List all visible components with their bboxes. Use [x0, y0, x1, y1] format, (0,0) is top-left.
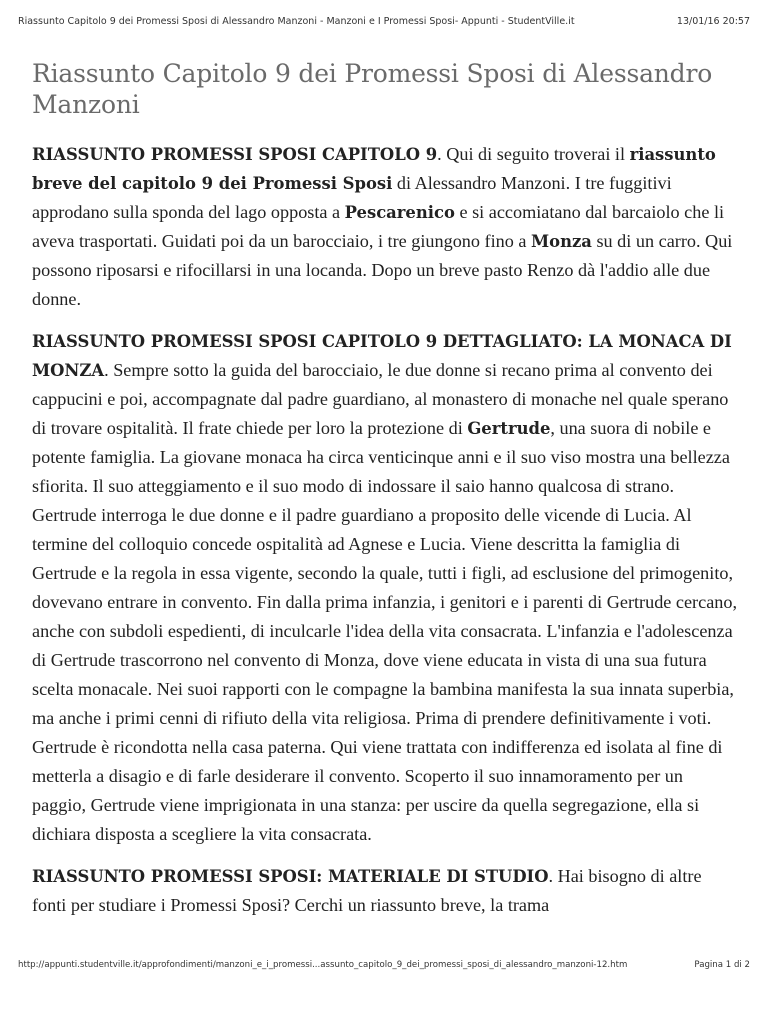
bold-term: Gertrude: [467, 419, 551, 438]
print-footer: [18, 960, 750, 970]
paragraph-text: . Hai bisogno di altre fonti per studiare i Promessi Sposi? Cerchi un riassunto breve, la trama: [32, 866, 702, 915]
print-url: http://appunti.studentville.it/approfondimenti/manzoni_e_i_promessi...assunto_capitolo_9_dei_promessi_sposi_di_alessandro_manzoni-12.htm: [18, 960, 628, 970]
print-header: [18, 16, 750, 27]
paragraph-text: e si accomiatano dal barcaiolo che li aveva trasportati. Guidati poi da un barocciaio, i tre giungono fino a: [32, 202, 725, 251]
bold-term: Monza: [531, 232, 592, 251]
bold-term: riassunto breve del capitolo 9 dei Promessi Sposi: [32, 145, 716, 193]
paragraph-text: , una suora di nobile e potente famiglia. La giovane monaca ha circa venticinque anni e il suo viso mostra una bellezza sfiorita. Il suo atteggiamento e il suo modo di indossare il saio hanno qualcosa di strano. Gertrude interroga le due donne e il padre guardiano a proposito delle vicende di Lucia. Al termine del colloquio concede ospitalità ad Agnese e Lucia. Viene descritta la famiglia di Gertrude e la regola in essa vigente, secondo la quale, tutti i figli, ad esclusione del primogenito, dovevano entrare in convento. Fin dalla prima infanzia, i genitori e i parenti di Gertrude cercano, anche con subdoli espedienti, di inculcarle l'idea della vita consacrata. L'infanzia e l'adolescenza di Gertrude trascorrono nel convento di Monza, dove viene educata in vista di una sua futura scelta monacale. Nei suoi rapporti con le compagne la bambina manifesta la sua innata superbia, ma anche i primi cenni di rifiuto della vita religiosa. Prima di prendere definitivamente i voti. Gertrude è ricondotta nella casa paterna. Qui viene trattata con indifferenza ed isolata al fine di metterla a disagio e di farle desiderare il convento. Scoperto il suo innamoramento per un paggio, Gertrude viene imprigionata in una stanza: per uscire da quella segregazione, ella si dichiara disposta a scegliere la vita consacrata.: [32, 418, 737, 844]
paragraph-text: di Alessandro Manzoni. I tre fuggitivi approdano sulla sponda del lago opposta a: [32, 173, 672, 222]
article-title: Riassunto Capitolo 9 dei Promessi Sposi di Alessandro Manzoni: [32, 59, 713, 119]
article-paragraph-3: [32, 862, 740, 920]
article: [32, 58, 740, 933]
bold-heading: RIASSUNTO PROMESSI SPOSI CAPITOLO 9: [32, 145, 438, 164]
article-paragraph-2: [32, 327, 740, 849]
bold-heading: RIASSUNTO PROMESSI SPOSI: MATERIALE DI STUDIO: [32, 867, 549, 886]
paragraph-text: su di un carro. Qui possono riposarsi e rifocillarsi in una locanda. Dopo un breve pasto Renzo dà l'addio alle due donne.: [32, 231, 733, 309]
article-paragraph-1: [32, 140, 740, 314]
print-datetime: 13/01/16 20:57: [676, 16, 750, 27]
print-page-title: Riassunto Capitolo 9 dei Promessi Sposi di Alessandro Manzoni - Manzoni e I Promessi Sposi- Appunti - StudentVille.it: [18, 16, 575, 27]
paragraph-text: . Sempre sotto la guida del barocciaio, le due donne si recano prima al convento dei cappucini e poi, accompagnate dal padre guardiano, al monastero di monache nel quale sperano di trovare ospitalità. Il frate chiede per loro la protezione di: [32, 360, 729, 438]
paragraph-text: . Qui di seguito troverai il: [437, 144, 630, 164]
bold-heading: RIASSUNTO PROMESSI SPOSI CAPITOLO 9 DETTAGLIATO: LA MONACA DI MONZA: [32, 332, 732, 380]
page-number: Pagina 1 di 2: [694, 960, 750, 970]
bold-term: Pescarenico: [344, 203, 455, 222]
